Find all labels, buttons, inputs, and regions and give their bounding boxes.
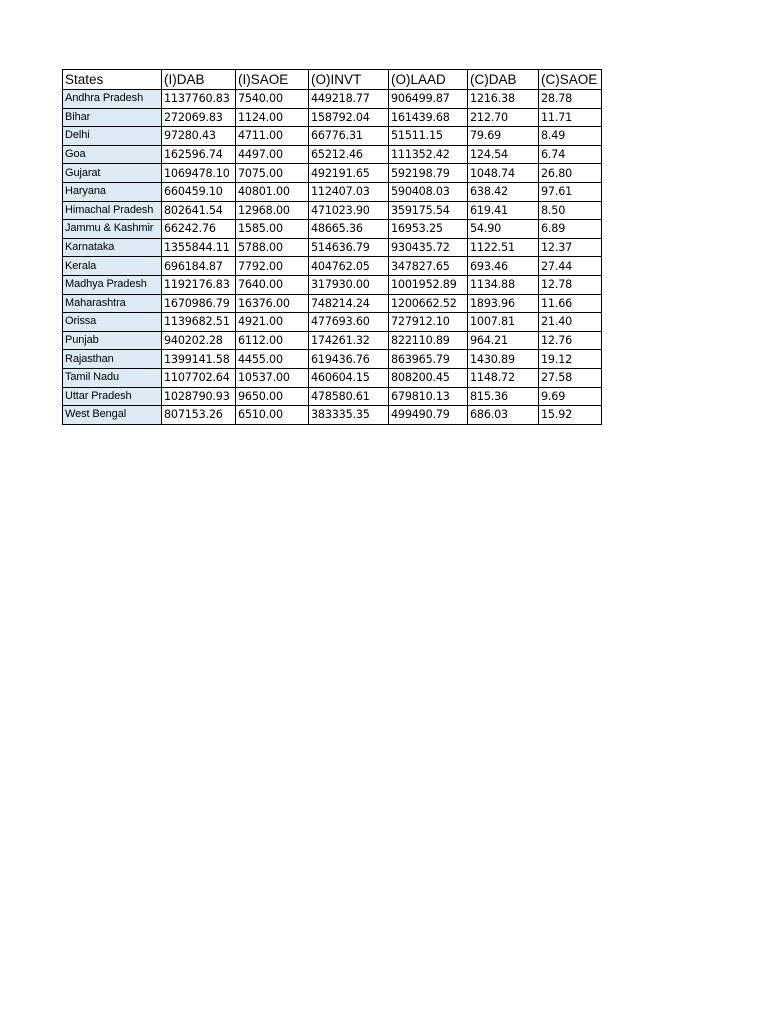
cell-state: Uttar Pradesh [63, 387, 162, 406]
cell-o-laad: 863965.79 [389, 350, 468, 369]
cell-i-saoe: 4711.00 [236, 127, 309, 146]
cell-o-laad: 347827.65 [389, 257, 468, 276]
cell-o-laad: 499490.79 [389, 406, 468, 425]
cell-c-dab: 686.03 [468, 406, 539, 425]
data-table [62, 69, 602, 425]
cell-c-saoe: 11.66 [539, 294, 602, 313]
cell-i-saoe: 1585.00 [236, 220, 309, 239]
cell-c-saoe: 21.40 [539, 313, 602, 332]
cell-c-saoe: 12.76 [539, 331, 602, 350]
cell-c-dab: 124.54 [468, 145, 539, 164]
cell-c-dab: 1893.96 [468, 294, 539, 313]
cell-state: Rajasthan [63, 350, 162, 369]
cell-o-laad: 359175.54 [389, 201, 468, 220]
cell-state: Himachal Pradesh [63, 201, 162, 220]
cell-state: West Bengal [63, 406, 162, 425]
cell-o-laad: 161439.68 [389, 108, 468, 127]
table-row [63, 145, 602, 164]
cell-o-invt: 404762.05 [309, 257, 389, 276]
cell-i-dab: 1139682.51 [162, 313, 236, 332]
cell-c-dab: 619.41 [468, 201, 539, 220]
cell-o-laad: 930435.72 [389, 238, 468, 257]
cell-i-saoe: 1124.00 [236, 108, 309, 127]
cell-o-invt: 112407.03 [309, 182, 389, 201]
cell-i-dab: 1028790.93 [162, 387, 236, 406]
cell-i-dab: 802641.54 [162, 201, 236, 220]
cell-state: Maharashtra [63, 294, 162, 313]
cell-state: Tamil Nadu [63, 368, 162, 387]
cell-o-invt: 514636.79 [309, 238, 389, 257]
header-cell-c-dab: (C)DAB [468, 70, 539, 90]
cell-i-saoe: 7075.00 [236, 164, 309, 183]
cell-o-laad: 1200662.52 [389, 294, 468, 313]
table-row [63, 387, 602, 406]
cell-o-laad: 16953.25 [389, 220, 468, 239]
header-cell-states: States [63, 70, 162, 90]
cell-o-invt: 65212.46 [309, 145, 389, 164]
cell-o-invt: 748214.24 [309, 294, 389, 313]
cell-c-saoe: 6.89 [539, 220, 602, 239]
cell-o-laad: 727912.10 [389, 313, 468, 332]
cell-o-invt: 158792.04 [309, 108, 389, 127]
cell-c-saoe: 11.71 [539, 108, 602, 127]
cell-o-invt: 471023.90 [309, 201, 389, 220]
cell-i-dab: 1670986.79 [162, 294, 236, 313]
header-cell-o-invt: (O)INVT [309, 70, 389, 90]
cell-o-invt: 317930.00 [309, 275, 389, 294]
cell-state: Andhra Pradesh [63, 90, 162, 109]
cell-i-dab: 1069478.10 [162, 164, 236, 183]
cell-o-invt: 48665.36 [309, 220, 389, 239]
table-row [63, 182, 602, 201]
cell-o-invt: 492191.65 [309, 164, 389, 183]
table-row [63, 294, 602, 313]
cell-i-saoe: 12968.00 [236, 201, 309, 220]
cell-c-dab: 638.42 [468, 182, 539, 201]
table-row [63, 238, 602, 257]
cell-o-laad: 111352.42 [389, 145, 468, 164]
cell-c-dab: 1148.72 [468, 368, 539, 387]
cell-i-dab: 162596.74 [162, 145, 236, 164]
cell-o-laad: 51511.15 [389, 127, 468, 146]
cell-o-invt: 174261.32 [309, 331, 389, 350]
table-row [63, 331, 602, 350]
cell-o-invt: 478580.61 [309, 387, 389, 406]
cell-i-dab: 807153.26 [162, 406, 236, 425]
table-row [63, 201, 602, 220]
cell-i-saoe: 40801.00 [236, 182, 309, 201]
cell-c-dab: 54.90 [468, 220, 539, 239]
cell-o-laad: 808200.45 [389, 368, 468, 387]
table-row [63, 90, 602, 109]
cell-i-saoe: 6510.00 [236, 406, 309, 425]
cell-c-saoe: 9.69 [539, 387, 602, 406]
cell-i-dab: 1107702.64 [162, 368, 236, 387]
cell-i-saoe: 4455.00 [236, 350, 309, 369]
cell-c-dab: 964.21 [468, 331, 539, 350]
cell-c-dab: 1007.81 [468, 313, 539, 332]
cell-state: Goa [63, 145, 162, 164]
cell-state: Bihar [63, 108, 162, 127]
header-cell-c-saoe: (C)SAOE [539, 70, 602, 90]
cell-c-saoe: 26.80 [539, 164, 602, 183]
header-cell-o-laad: (O)LAAD [389, 70, 468, 90]
table-row [63, 108, 602, 127]
cell-c-dab: 693.46 [468, 257, 539, 276]
cell-i-saoe: 6112.00 [236, 331, 309, 350]
cell-i-dab: 97280.43 [162, 127, 236, 146]
cell-c-saoe: 12.37 [539, 238, 602, 257]
cell-c-saoe: 6.74 [539, 145, 602, 164]
cell-c-saoe: 19.12 [539, 350, 602, 369]
table-row [63, 257, 602, 276]
cell-c-saoe: 15.92 [539, 406, 602, 425]
cell-c-dab: 1122.51 [468, 238, 539, 257]
cell-o-invt: 619436.76 [309, 350, 389, 369]
cell-i-saoe: 9650.00 [236, 387, 309, 406]
table-body [63, 90, 602, 425]
table-row [63, 406, 602, 425]
cell-o-invt: 66776.31 [309, 127, 389, 146]
cell-i-dab: 696184.87 [162, 257, 236, 276]
cell-i-saoe: 7640.00 [236, 275, 309, 294]
cell-i-dab: 66242.76 [162, 220, 236, 239]
cell-i-saoe: 10537.00 [236, 368, 309, 387]
cell-o-laad: 592198.79 [389, 164, 468, 183]
cell-c-dab: 1216.38 [468, 90, 539, 109]
cell-i-saoe: 7540.00 [236, 90, 309, 109]
table-row [63, 220, 602, 239]
cell-c-saoe: 12.78 [539, 275, 602, 294]
header-row [63, 70, 602, 90]
table-row [63, 350, 602, 369]
cell-i-saoe: 4497.00 [236, 145, 309, 164]
cell-i-dab: 1399141.58 [162, 350, 236, 369]
cell-i-saoe: 7792.00 [236, 257, 309, 276]
cell-i-dab: 940202.28 [162, 331, 236, 350]
table-row [63, 275, 602, 294]
cell-i-saoe: 16376.00 [236, 294, 309, 313]
cell-c-dab: 815.36 [468, 387, 539, 406]
header-cell-i-dab: (I)DAB [162, 70, 236, 90]
cell-state: Madhya Pradesh [63, 275, 162, 294]
table-row [63, 313, 602, 332]
cell-o-laad: 822110.89 [389, 331, 468, 350]
cell-i-dab: 272069.83 [162, 108, 236, 127]
cell-i-dab: 660459.10 [162, 182, 236, 201]
table-row [63, 368, 602, 387]
cell-state: Orissa [63, 313, 162, 332]
table-row [63, 127, 602, 146]
cell-state: Kerala [63, 257, 162, 276]
cell-c-dab: 1048.74 [468, 164, 539, 183]
cell-o-laad: 1001952.89 [389, 275, 468, 294]
cell-state: Karnataka [63, 238, 162, 257]
table-row [63, 164, 602, 183]
cell-c-dab: 1134.88 [468, 275, 539, 294]
cell-c-saoe: 27.58 [539, 368, 602, 387]
cell-c-saoe: 97.61 [539, 182, 602, 201]
cell-i-saoe: 5788.00 [236, 238, 309, 257]
cell-o-invt: 477693.60 [309, 313, 389, 332]
cell-state: Jammu & Kashmir [63, 220, 162, 239]
cell-c-saoe: 28.78 [539, 90, 602, 109]
cell-c-dab: 79.69 [468, 127, 539, 146]
cell-i-dab: 1355844.11 [162, 238, 236, 257]
cell-c-dab: 212.70 [468, 108, 539, 127]
cell-state: Punjab [63, 331, 162, 350]
header-cell-i-saoe: (I)SAOE [236, 70, 309, 90]
cell-c-saoe: 8.49 [539, 127, 602, 146]
cell-state: Gujarat [63, 164, 162, 183]
spreadsheet [62, 69, 602, 425]
cell-c-saoe: 8.50 [539, 201, 602, 220]
cell-i-dab: 1192176.83 [162, 275, 236, 294]
cell-o-laad: 590408.03 [389, 182, 468, 201]
cell-c-saoe: 27.44 [539, 257, 602, 276]
cell-o-laad: 679810.13 [389, 387, 468, 406]
cell-o-invt: 460604.15 [309, 368, 389, 387]
cell-o-invt: 449218.77 [309, 90, 389, 109]
cell-o-invt: 383335.35 [309, 406, 389, 425]
cell-c-dab: 1430.89 [468, 350, 539, 369]
cell-state: Delhi [63, 127, 162, 146]
cell-i-dab: 1137760.83 [162, 90, 236, 109]
cell-state: Haryana [63, 182, 162, 201]
cell-o-laad: 906499.87 [389, 90, 468, 109]
cell-i-saoe: 4921.00 [236, 313, 309, 332]
